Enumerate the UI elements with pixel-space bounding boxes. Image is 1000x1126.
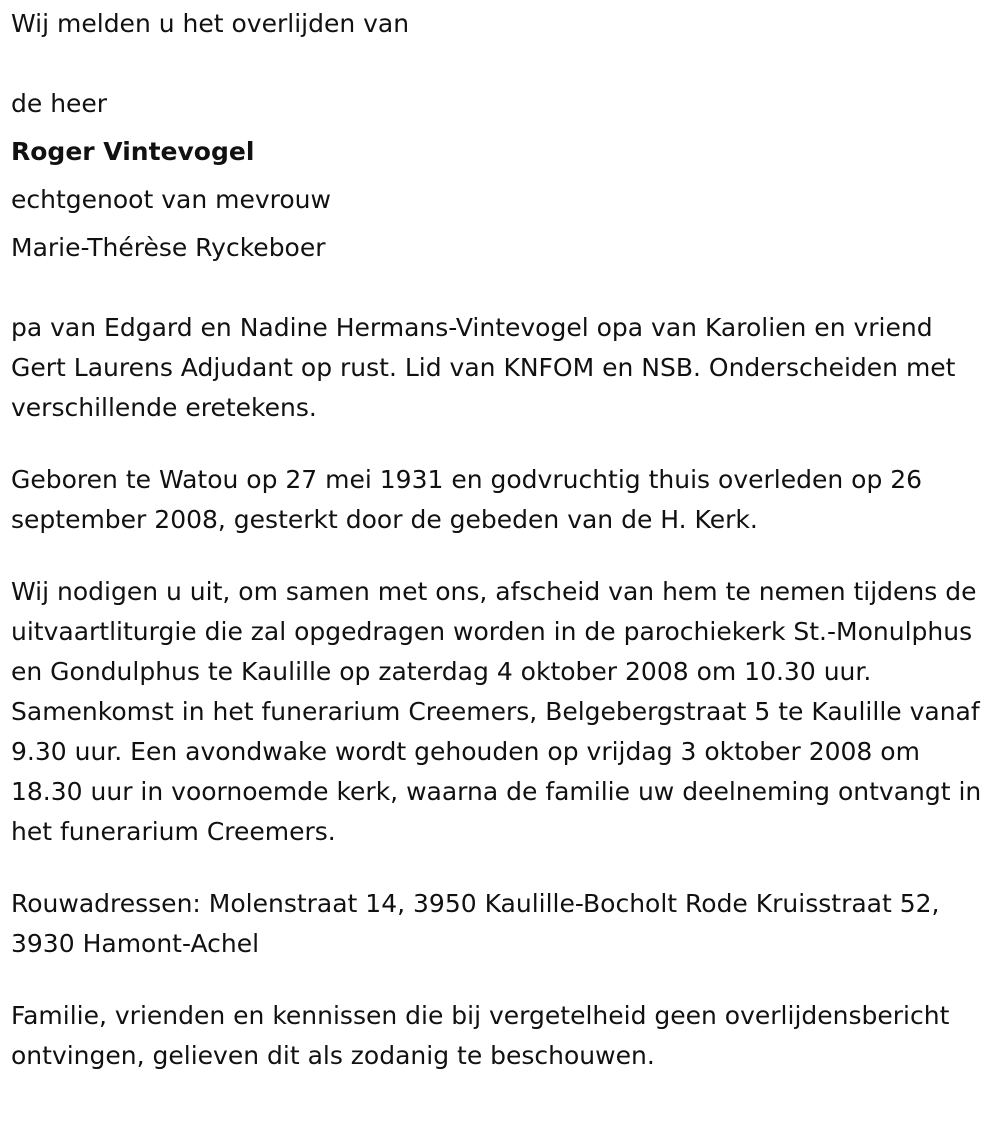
birth-death-paragraph: Geboren te Watou op 27 mei 1931 en godvruchtig thuis overleden op 26 september 2008, gesterkt door de gebeden van de H. Kerk. (11, 465, 923, 534)
spouse-label: echtgenoot van mevrouw (11, 185, 331, 214)
death-notice (11, 4, 991, 1076)
addresses-paragraph: Rouwadressen: Molenstraat 14, 3950 Kaulille-Bocholt Rode Kruisstraat 52, 3930 Hamont-Achel (11, 889, 940, 958)
intro-text: Wij melden u het overlijden van (11, 9, 410, 38)
invitation-paragraph: Wij nodigen u uit, om samen met ons, afscheid van hem te nemen tijdens de uitvaartliturgie die zal opgedragen worden in de parochiekerk St.-Monulphus en Gondulphus te Kaulille op zaterdag 4 oktober 2008 om 10.30 uur. Samenkomst in het funerarium Creemers, Belgebergstraat 5 te Kaulille vanaf 9.30 uur. Een avondwake wordt gehouden op vrijdag 3 oktober 2008 om 18.30 uur in voornoemde kerk, waarna de familie uw deelneming ontvangt in het funerarium Creemers. (11, 577, 982, 846)
title-text: de heer (11, 89, 108, 118)
closing-paragraph: Familie, vrienden en kennissen die bij vergetelheid geen overlijdensbericht ontvingen, gelieven dit als zodanig te beschouwen. (11, 1001, 950, 1070)
spouse-name: Marie-Thérèse Ryckeboer (11, 233, 326, 262)
family-paragraph: pa van Edgard en Nadine Hermans-Vintevogel opa van Karolien en vriend Gert Laurens Adjudant op rust. Lid van KNFOM en NSB. Onderscheiden met verschillende eretekens. (11, 313, 956, 422)
deceased-name: Roger Vintevogel (11, 137, 255, 166)
